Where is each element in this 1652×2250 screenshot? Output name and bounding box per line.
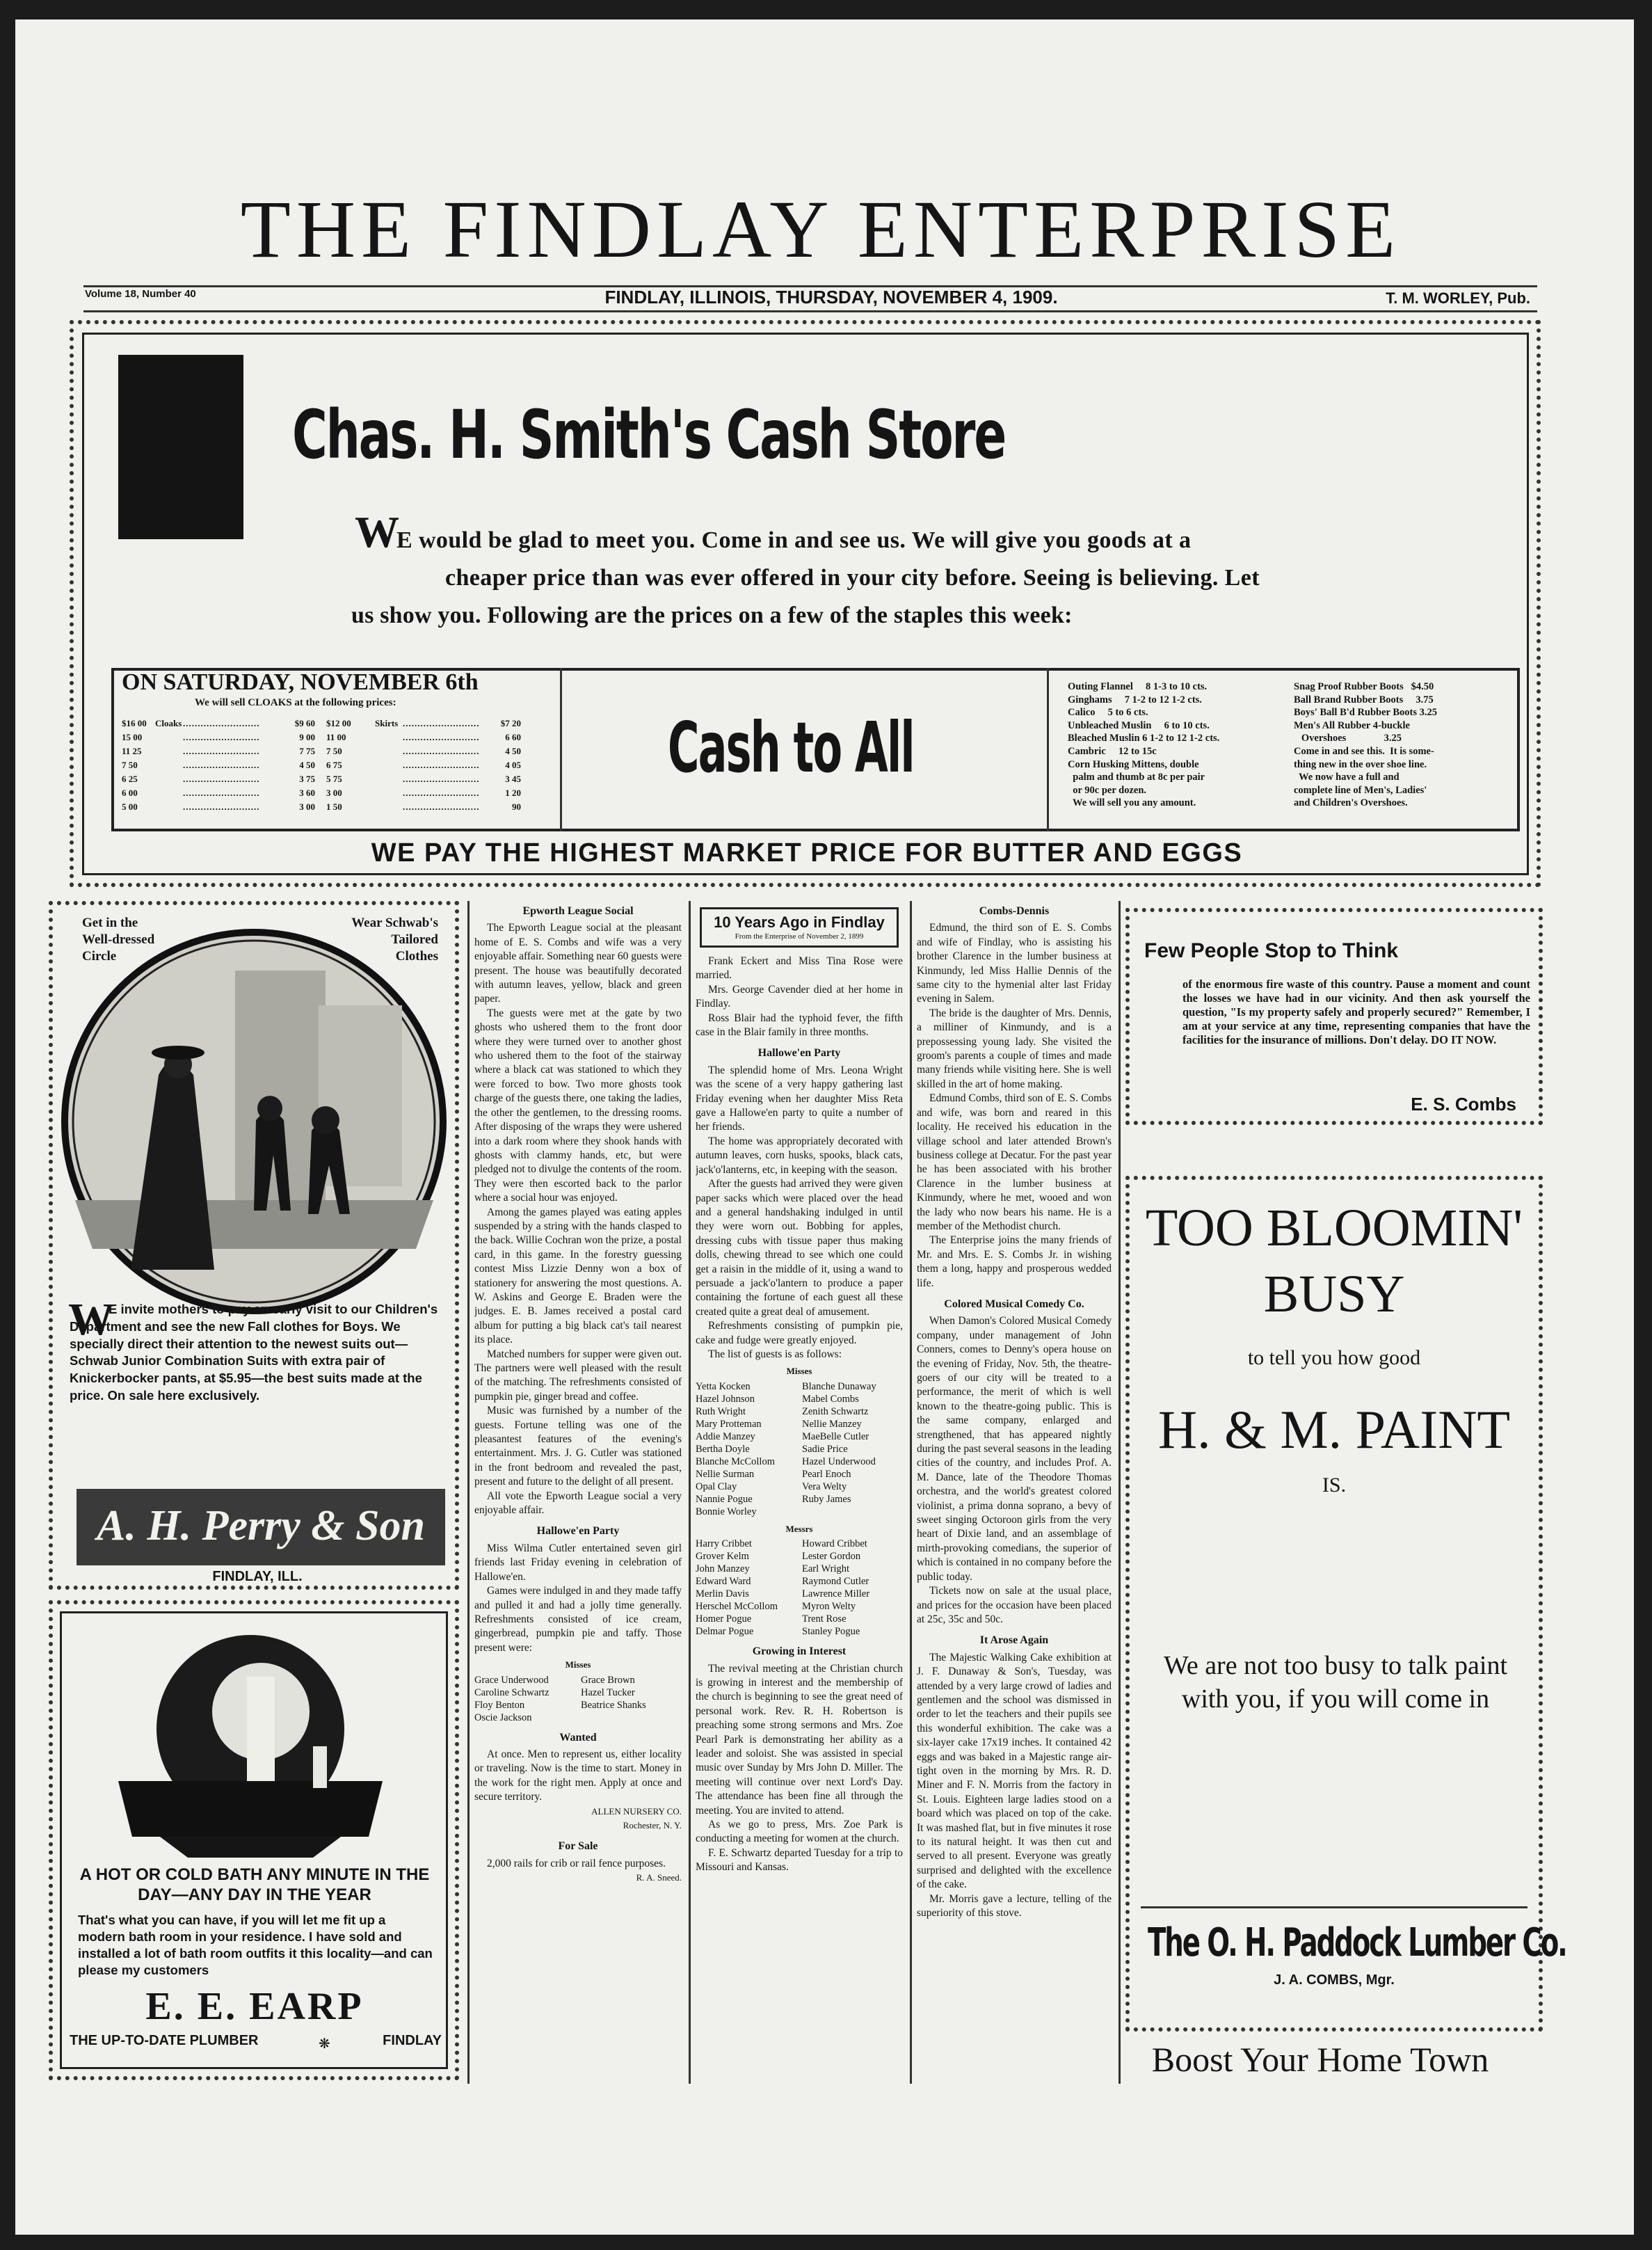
- staple-line: complete line of Men's, Ladies': [1294, 784, 1427, 796]
- revival-p1: The revival meeting at the Christian church is growing in interest and the membership of the church is beginning to see the great need of personal work. Rev. R. H. Robertson is preaching some strong sermons and Mrs. Zoe Pearl Park is demonstrating her ability as a leader and soloist. She was assisted in special music over Sunday by Mrs John D. Miller. The meeting will continue over next Lord's Day. The attendance has been fine all through the meeting. You are invited to attend.: [696, 1662, 903, 1817]
- guest-name: Zenith Schwartz: [802, 1405, 869, 1417]
- skirt-from: 7 50: [326, 746, 342, 756]
- guest-name: Stanley Pogue: [802, 1626, 860, 1638]
- skirt-to: 1 20: [505, 788, 521, 798]
- ornament-icon: ❋: [319, 2035, 330, 2052]
- guest-name: Hazel Underwood: [802, 1455, 876, 1467]
- sale-subheading: We will sell CLOAKS at the following prices:: [195, 697, 396, 708]
- skirt-to: 4 50: [505, 746, 521, 756]
- staple-line: Overshoes 3.25: [1294, 733, 1402, 744]
- price-row: [122, 800, 553, 814]
- wright-party-p4: Refreshments consisting of pumpkin pie, cake and fudge were greatly enjoyed.: [696, 1320, 903, 1346]
- staple-line: Come in and see this. It is some-: [1294, 745, 1434, 757]
- paddock-rule: [1141, 1906, 1527, 1908]
- comedy-p1: When Damon's Colored Musical Comedy company, under management of John Conners, comes to Denny's opera house on the evening of Friday, Nov. 5th, the theatre-goers of our city will be treated to a performance, the merit of which is well known to the theatre-going public. This is the same company, enlarged and strengthened, that has appeared nightly during the past several seasons in the leading cities of the country, and includes Prof. A. M. Dance, late of the Theodore Thomas orchestra, and the world's greatest colored violinist, a prima donna soprano, a bevy of sweet singing Octoroon girls from the very heart of Dixie land, and an assemblage of mirth-provoking comedians, the superior of which is contained in no company before the public today.: [917, 1315, 1112, 1583]
- staple-line: Ginghams 7 1-2 to 12 1-2 cts.: [1068, 694, 1202, 705]
- guest-name: Delmar Pogue: [696, 1626, 754, 1638]
- guest-name: Lawrence Miller: [802, 1588, 870, 1600]
- guest-name: Herschel McCollom: [696, 1601, 778, 1613]
- guest-name: John Manzey: [696, 1563, 750, 1575]
- staple-line: Boys' Ball B'd Rubber Boots 3.25: [1294, 707, 1438, 719]
- sale-divider-2: [1047, 668, 1049, 831]
- ten-years-p3: Ross Blair had the typhoid fever, the fifth case in the Blair family in three months.: [696, 1012, 903, 1039]
- ten-years-p2: Mrs. George Cavender died at her home in Findlay.: [696, 983, 903, 1010]
- leader-dots: ..........................: [403, 760, 479, 770]
- staple-line: Outing Flannel 8 1-3 to 10 cts.: [1068, 681, 1208, 692]
- combs-dennis-p2: The bride is the daughter of Mrs. Dennis, a milliner of Kinmundy, and is a prepossessing young lady. She visited the groom's parents a couple of times and made many friends while visiting here. She is well skilled in the art of home making.: [917, 1007, 1112, 1090]
- guest-name: Howard Cribbet: [802, 1538, 867, 1550]
- halloween-p2: Games were indulged in and they made taffy and pulled it and had a jolly time generally. Refreshments consisted of ice cream, gingerbread, pumpkin pie and taffy. Those present were:: [474, 1585, 682, 1654]
- masthead-rule-bottom: [83, 310, 1537, 312]
- guest-name: Grace Brown: [581, 1674, 635, 1686]
- guest-name: Blanche McCollom: [696, 1455, 775, 1467]
- epworth-p4: Matched numbers for supper were given out. The partners were well pleased with the result of the matching. The refreshments consisted of pumpkin pie, ginger bread and coffee.: [474, 1348, 682, 1403]
- ditto-mark: [155, 786, 183, 800]
- guest-name: Mabel Combs: [802, 1393, 859, 1405]
- halloween-heading: Hallowe'en Party: [536, 1525, 620, 1538]
- for-sale-sig: R. A. Sneed.: [636, 1872, 682, 1883]
- skirt-from: 5 75: [326, 774, 342, 784]
- leader-dots: ..........................: [403, 718, 479, 728]
- guest-name: Raymond Cutler: [802, 1576, 869, 1588]
- wanted-sig-2: Rochester, N. Y.: [623, 1819, 682, 1830]
- messrs-list: [696, 1538, 903, 1638]
- sale-heading: ON SATURDAY, NOVEMBER 6th: [122, 669, 479, 695]
- skirt-to: 6 60: [505, 732, 521, 742]
- staple-line: We will sell you any amount.: [1068, 797, 1196, 809]
- skirt-from: 1 50: [326, 801, 342, 812]
- epworth-p1: The Epworth League social at the pleasant home of E. S. Combs and wife was a very enjoyable affair. Something near 60 guests were present. The house was beautifully decorated with autumn leaves, yellow, black and green paper.: [474, 922, 682, 1005]
- guest-name: Opal Clay: [696, 1481, 737, 1492]
- cake-p1: The Majestic Walking Cake exhibition at J. F. Dunaway & Son's, Tuesday, was attended by a very large crowd of ladies and gentlemen and the school was dismissed in order to let the teachers and their pupils see this wonderful exhibition. The cake was a six-layer cake 17x19 inches. It contained 42 eggs and was baked in a Majestic range air-tight oven in the morning by Mrs. R. D. Miner and F. N. Morris from the factory in St. Louis. Eighteen large ladies stood on a board which was placed on top of the cake. It was mashed flat, but in five minutes it rose to its natural height. It was then cut and served to all present. Everyone was greatly surprised and delighted with the excellence of the cake.: [917, 1651, 1112, 1891]
- skirts-label: Skirts: [375, 718, 399, 728]
- skirt-from: 6 75: [326, 760, 342, 770]
- guest-name: Mary Protteman: [696, 1418, 762, 1430]
- guest-name: Myron Welty: [802, 1601, 856, 1613]
- guest-name: Homer Pogue: [696, 1613, 752, 1625]
- epworth-p2: The guests were met at the gate by two ghosts who ushered them to the front door where they were turned over to another ghost who ushered them to the foot of the stairway where a black cat was stationed to which they were forced to bow. Two more ghosts took charge of the guests there, one taking the ladies, the other the gentlemen, to the dressing rooms. After disposing of the wraps they were ushered into a dark room where they shook hands with ghosts with clammy hands, etc, but were pledged not to divulge the contents of the room. They were then escorted back to the parlor where a social hour was enjoyed.: [474, 1007, 682, 1204]
- price-row: [122, 744, 553, 758]
- perry-ad-body: E invite mothers to pay an early visit to our Children's Department and see the new Fall clothes for Boys. We specially direct their attention to the newest suits out—Schwab Junior Combination Suits with extra pair of Knickerbocker pants, at $5.95—the best suits made at the price. On sale here exclusively.: [70, 1302, 438, 1403]
- cake-heading: It Arose Again: [979, 1634, 1049, 1647]
- guest-name: Ruth Wright: [696, 1405, 746, 1417]
- cloak-to: $9 60: [294, 718, 315, 728]
- ditto-mark: [375, 731, 403, 744]
- earp-body: That's what you can have, if you will let me fit up a modern bath room in your residence. I have sold and installed a lot of bath room outfits it this locality—and can please my customers: [78, 1913, 433, 1977]
- paddock-line5: IS.: [1322, 1474, 1347, 1497]
- guest-name: Bonnie Worley: [696, 1506, 757, 1517]
- bathtub-icon: [104, 1628, 396, 1858]
- staple-line: Ball Brand Rubber Boots 3.75: [1294, 694, 1434, 705]
- earp-name: E. E. EARP: [145, 1985, 364, 2028]
- ditto-mark: [155, 744, 183, 758]
- cloak-from: 11 25: [122, 746, 142, 756]
- ditto-mark: [155, 772, 183, 786]
- ditto-mark: [155, 731, 183, 744]
- messrs-label: Messrs: [785, 1523, 813, 1534]
- guest-name: Vera Welty: [802, 1481, 847, 1492]
- comedy-heading: Colored Musical Comedy Co.: [944, 1298, 1084, 1310]
- paddock-line1: TOO BLOOMIN': [1145, 1199, 1523, 1257]
- combs-ad-signature: E. S. Combs: [1411, 1094, 1516, 1115]
- cloak-to: 7 75: [299, 746, 315, 756]
- guest-name: Caroline Schwartz: [474, 1686, 550, 1698]
- revival-p2: As we go to press, Mrs. Zoe Park is conducting a meeting for women at the church.: [696, 1819, 903, 1845]
- cloak-to: 3 60: [299, 788, 315, 798]
- skirt-to: 4 05: [505, 760, 521, 770]
- publisher: T. M. WORLEY, Pub.: [1386, 289, 1530, 307]
- scan-edge-left: [0, 0, 15, 2250]
- leader-dots: ..........................: [403, 746, 479, 756]
- volume-number: Volume 18, Number 40: [85, 288, 196, 300]
- boost-home-town: Boost Your Home Town: [1151, 2040, 1489, 2079]
- ditto-mark: [375, 800, 403, 814]
- wright-party-p1: The splendid home of Mrs. Leona Wright was the scene of a very happy gathering last Friday evening when her daughter Miss Reta gave a Hallowe'en party to quite a number of her friends.: [696, 1064, 903, 1133]
- leader-dots: ..........................: [183, 732, 260, 742]
- guest-name: Ruby James: [802, 1493, 851, 1505]
- skirt-to: 3 45: [505, 774, 521, 784]
- perry-corner-right: Wear Schwab's Tailored Clothes: [351, 916, 438, 964]
- staple-line: Men's All Rubber 4-buckle: [1294, 719, 1410, 731]
- ten-years-sub: From the Enterprise of November 2, 1899: [735, 932, 864, 941]
- ditto-mark: [375, 744, 403, 758]
- perry-dropcap: W: [68, 1294, 114, 1345]
- guest-name: Hazel Tucker: [581, 1686, 635, 1698]
- epworth-p6: All vote the Epworth League social a very enjoyable affair.: [474, 1490, 682, 1517]
- guest-name: Edward Ward: [696, 1576, 751, 1588]
- skirt-from: 3 00: [326, 788, 342, 798]
- ten-years-box: [700, 907, 899, 948]
- smith-ad-intro-3: us show you. Following are the prices on a few of the staples this week:: [351, 603, 1073, 628]
- cloak-to: 3 75: [299, 774, 315, 784]
- cloak-from: 15 00: [122, 732, 143, 742]
- staple-line: Snag Proof Rubber Boots $4.50: [1294, 681, 1434, 692]
- leader-dots: ..........................: [183, 801, 260, 812]
- epworth-p3: Among the games played was eating apples suspended by a string with the hands clasped to the back. Willie Cochran won the prize, a postal card, in this game. In the forestry guessing contest Miss Lizzie Denny won a box of stationery for answering the most questions. A. W. Askins and George E. Braden were the judges. E. B. James received a postal card album for putting a big black cat's tail nearest its place.: [474, 1206, 682, 1346]
- comedy-p2: Tickets now on sale at the usual place, and prices for the occasion have been placed at 25c, 35c and 50c.: [917, 1585, 1112, 1625]
- price-row: [122, 731, 553, 744]
- guest-name: Grover Kelm: [696, 1551, 749, 1563]
- news-column-3: [917, 904, 1112, 2080]
- leader-dots: ..........................: [403, 801, 479, 812]
- epworth-heading: Epworth League Social: [522, 905, 634, 917]
- staple-line: thing new in the over shoe line.: [1294, 758, 1427, 770]
- cloak-to: 9 00: [299, 732, 315, 742]
- combs-dennis-p1: Edmund, the third son of E. S. Combs and wife of Findlay, who is assisting his brother Clarence in the lumber business at Kinmundy, led Miss Hallie Dennis of the same city to the hymenial alter last Friday evening in Salem.: [917, 922, 1112, 1005]
- ditto-mark: [155, 800, 183, 814]
- smith-ad-dark-block: [118, 355, 243, 539]
- dateline: FINDLAY, ILLINOIS, THURSDAY, NOVEMBER 4, 1909.: [604, 287, 1058, 308]
- ten-years-title: 10 Years Ago in Findlay: [714, 913, 885, 931]
- for-sale-heading: For Sale: [558, 1840, 598, 1853]
- wright-party-p5: The list of guests is as follows:: [708, 1348, 842, 1360]
- column-rule-1: [467, 901, 470, 2084]
- guest-name: [802, 1506, 903, 1518]
- staple-line: Bleached Muslin 6 1-2 to 12 1-2 cts.: [1068, 733, 1220, 744]
- leader-dots: ..........................: [183, 788, 260, 798]
- paddock-line3: to tell you how good: [1247, 1346, 1421, 1369]
- misses-list: [696, 1380, 903, 1518]
- cloak-from: $16 00: [122, 718, 147, 728]
- guest-name: Floy Benton: [474, 1699, 525, 1711]
- earp-illustration: [104, 1628, 396, 1858]
- leader-dots: ..........................: [183, 718, 260, 728]
- guest-name: Lester Gordon: [802, 1551, 861, 1563]
- boys-in-circle-icon: [54, 922, 454, 1322]
- combs-dennis-p4: The Enterprise joins the many friends of Mr. and Mrs. E. S. Combs Jr. in wishing them a long, happy and prosperous wedded life.: [917, 1234, 1112, 1289]
- epworth-p5: Music was furnished by a number of the guests. Fortune telling was one of the pleasantest features of the evening's entertainment. Mrs. J. G. Cutler was stationed in the front bedroom and revealed the past, present and future to the delight of all present.: [474, 1405, 682, 1488]
- cloak-from: 6 00: [122, 788, 138, 798]
- staple-line: We now have a full and: [1294, 772, 1400, 783]
- price-row: [122, 786, 553, 800]
- for-sale-body: 2,000 rails for crib or rail fence purposes.: [487, 1857, 666, 1869]
- misses-label: Misses: [565, 1659, 591, 1670]
- paddock-manager: J. A. COMBS, Mgr.: [1274, 1972, 1395, 1988]
- guest-name: Merlin Davis: [696, 1588, 749, 1600]
- earp-footer-right: FINDLAY: [383, 2033, 442, 2048]
- leader-dots: ..........................: [183, 760, 260, 770]
- perry-town: FINDLAY, ILL.: [212, 1569, 303, 1584]
- sale-divider-1: [560, 668, 562, 831]
- guest-name: Addie Manzey: [696, 1430, 755, 1442]
- paddock-line2: BUSY: [1263, 1265, 1405, 1323]
- price-row: [122, 772, 553, 786]
- cash-to-all: Cash to All: [668, 707, 914, 788]
- guest-name: Blanche Dunaway: [802, 1380, 876, 1392]
- ten-years-p1: Frank Eckert and Miss Tina Rose were married.: [696, 955, 903, 982]
- column-rule-4: [1118, 901, 1121, 2084]
- halloween-guest-list: [474, 1674, 682, 1724]
- staple-line: or 90c per dozen.: [1068, 784, 1147, 796]
- guest-name: Yetta Kocken: [696, 1380, 751, 1392]
- news-column-1: [474, 904, 682, 2080]
- halloween-p1: Miss Wilma Cutler entertained seven girl friends last Friday evening in celebration of Hallowe'en.: [474, 1542, 682, 1583]
- guest-name: Harry Cribbet: [696, 1538, 752, 1550]
- smith-ad-title: Chas. H. Smith's Cash Store: [292, 396, 1006, 474]
- cloak-from: 6 25: [122, 774, 138, 784]
- wanted-heading: Wanted: [559, 1731, 597, 1744]
- earp-footer-left: THE UP-TO-DATE PLUMBER: [70, 2033, 259, 2048]
- scan-edge-bottom: [0, 2235, 1652, 2250]
- leader-dots: ..........................: [403, 788, 479, 798]
- leader-dots: ..........................: [183, 746, 260, 756]
- staple-line: and Children's Overshoes.: [1294, 797, 1408, 809]
- paddock-company: The O. H. Paddock Lumber Co.: [1148, 1920, 1566, 1965]
- staple-line: palm and thumb at 8c per pair: [1068, 772, 1205, 783]
- guest-name: Pearl Enoch: [802, 1468, 851, 1480]
- cloak-from: 5 00: [122, 801, 138, 812]
- staples-right: [1294, 680, 1516, 810]
- misses-label-2: Misses: [786, 1366, 812, 1377]
- guest-name: Nannie Pogue: [696, 1493, 753, 1505]
- guest-name: Grace Underwood: [474, 1674, 549, 1686]
- ditto-mark: [375, 786, 403, 800]
- staple-line: Cambric 12 to 15c: [1068, 745, 1157, 757]
- skirt-from: 11 00: [326, 732, 346, 742]
- smith-ad-intro-1: E would be glad to meet you. Come in and see us. We will give you goods at a: [396, 527, 1192, 553]
- guest-name: Oscie Jackson: [474, 1712, 532, 1723]
- skirt-to: $7 20: [500, 718, 521, 728]
- cake-p2: Mr. Morris gave a lecture, telling of the superiority of this stove.: [917, 1892, 1112, 1920]
- ditto-mark: [375, 758, 403, 772]
- staple-line: Corn Husking Mittens, double: [1068, 758, 1199, 770]
- staple-line: Unbleached Muslin 6 to 10 cts.: [1068, 719, 1210, 731]
- price-row: [122, 758, 553, 772]
- scan-edge-right: [1634, 0, 1652, 2250]
- leader-dots: ..........................: [403, 774, 479, 784]
- cloak-from: 7 50: [122, 760, 138, 770]
- leader-dots: ..........................: [403, 732, 479, 742]
- wright-party-p3: After the guests had arrived they were given paper sacks which were placed over the head and a general handshaking indulged in until they were worn out. Bobbing for apples, dressing cubs with tissue paper thus making dolls, chewing thread to see which one could get a raisin in the middle of it, using a wand to persuade a jack'o'lantern to produce a paper containing the fortune of each guest all these created quite a great deal of amusement.: [696, 1178, 903, 1318]
- perry-circle-illustration: [54, 922, 454, 1322]
- butter-eggs-banner: WE PAY THE HIGHEST MARKET PRICE FOR BUTTER AND EGGS: [371, 838, 1243, 868]
- skirt-to: 90: [512, 801, 521, 812]
- ditto-mark: [155, 758, 183, 772]
- combs-ad-body: of the enormous fire waste of this country. Pause a moment and count the losses we have had in our vicinity. And then ask yourself the question, "Is my property safely and properly secured?" Remember, I am at your service at any time, representing companies that have the facilities for the insurance of millions. Don't delay. DO IT NOW.: [1182, 978, 1530, 1046]
- guest-name: Trent Rose: [802, 1613, 847, 1625]
- combs-dennis-heading: Combs-Dennis: [979, 905, 1050, 917]
- wright-party-p2: The home was appropriately decorated with autumn leaves, corn husks, spooks, black cats, jack'o'lanterns, etc, in keeping with the season.: [696, 1135, 903, 1176]
- ditto-mark: [375, 772, 403, 786]
- column-rule-2: [689, 901, 691, 2084]
- leader-dots: ..........................: [183, 774, 260, 784]
- guest-name: Beatrice Shanks: [581, 1699, 646, 1711]
- cloak-to: 3 00: [299, 801, 315, 812]
- skirt-from: $12 00: [326, 718, 351, 728]
- guest-name: Earl Wright: [802, 1563, 850, 1575]
- smith-ad-intro-2: cheaper price than was ever offered in your city before. Seeing is believing. Let: [445, 565, 1260, 591]
- smith-ad-dropcap: W: [355, 507, 399, 557]
- price-row: [122, 717, 553, 731]
- paddock-line6: We are not too busy to talk paint with you, if you will come in: [1164, 1651, 1507, 1714]
- wanted-body: At once. Men to represent us, either locality or traveling. Now is the time to start. Money in the work for the right men. Apply at once and secure territory.: [474, 1748, 682, 1803]
- staple-line: Calico 5 to 6 cts.: [1068, 707, 1148, 719]
- combs-dennis-p3: Edmund Combs, third son of E. S. Combs and wife, was born and reared in this locality. He received his education in the village school and later attended Brown's business college at Decatur. For the past year he has been associated with his brother Clarence in the lumber business at Kinmundy, where he met, wooed and won the lady who now bears his name. He is a member of the Methodist church.: [917, 1092, 1112, 1232]
- perry-signature: A. H. Perry & Son: [97, 1502, 425, 1549]
- paddock-line4: H. & M. PAINT: [1157, 1399, 1511, 1460]
- guest-name: Bertha Doyle: [696, 1443, 750, 1455]
- guest-name: Nellie Manzey: [802, 1418, 862, 1430]
- guest-name: [581, 1712, 682, 1724]
- revival-heading: Growing in Interest: [752, 1645, 847, 1658]
- combs-ad-title: Few People Stop to Think: [1144, 939, 1399, 962]
- perry-corner-left: Get in the Well-dressed Circle: [82, 916, 155, 964]
- column-rule-3: [910, 901, 912, 2084]
- staples-left: [1068, 680, 1294, 810]
- earp-headline: A HOT OR COLD BATH ANY MINUTE IN THE DAY—ANY DAY IN THE YEAR: [79, 1865, 430, 1904]
- news-column-2: [696, 904, 903, 2080]
- wanted-sig-1: ALLEN NURSERY CO.: [591, 1805, 682, 1817]
- scan-edge-top: [0, 0, 1652, 19]
- guest-name: Hazel Johnson: [696, 1393, 755, 1405]
- guest-name: Nellie Surman: [696, 1468, 755, 1480]
- cloaks-label: Cloaks: [155, 718, 182, 728]
- wright-party-heading: Hallowe'en Party: [757, 1047, 841, 1060]
- cloak-to: 4 50: [299, 760, 315, 770]
- schwartz-note: F. E. Schwartz departed Tuesday for a trip to Missouri and Kansas.: [696, 1846, 903, 1874]
- cloak-price-list: [122, 717, 553, 814]
- masthead-title: THE FINDLAY ENTERPRISE: [240, 184, 1402, 275]
- guest-name: Sadie Price: [802, 1443, 848, 1455]
- guest-name: MaeBelle Cutler: [802, 1430, 869, 1442]
